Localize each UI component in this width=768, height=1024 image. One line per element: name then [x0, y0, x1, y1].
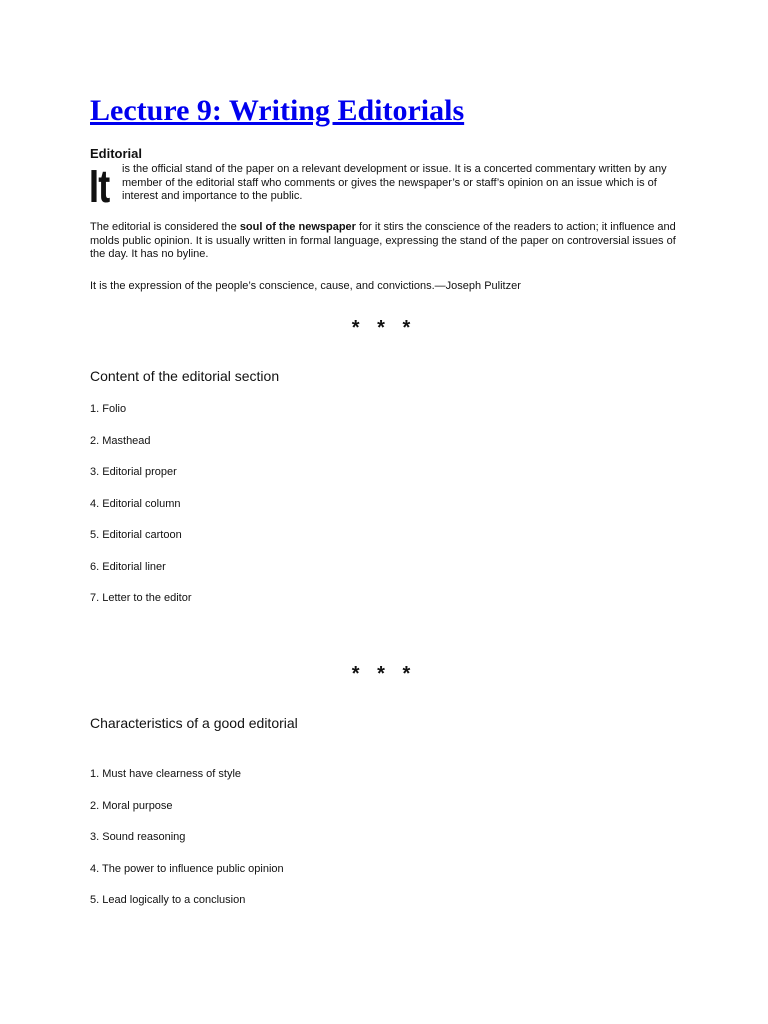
drop-cap: It	[89, 160, 110, 212]
section-separator: * * *	[351, 317, 417, 339]
page-title-link[interactable]: Lecture 9: Writing Editorials	[90, 94, 465, 127]
list-item: 5. Lead logically to a conclusion	[90, 894, 246, 906]
list-item: 3. Editorial proper	[90, 466, 177, 478]
characteristics-list	[90, 767, 284, 925]
list-item: 3. Sound reasoning	[90, 831, 186, 843]
description-emphasis: soul of the newspaper	[239, 221, 356, 233]
pulitzer-quote: It is the expression of the people’s conscience, cause, and convictions.—Joseph Pulitzer	[90, 280, 521, 292]
content-section-heading: Content of the editorial section	[90, 368, 280, 384]
list-item: 7. Letter to the editor	[90, 592, 192, 604]
description-text-end: for it stirs the conscience of the readers to action; it influence and molds public opinion. It is usually written in formal language, expressing the stand of the paper on controversial issues of the day. It has no byline.	[90, 221, 676, 260]
list-item: 4. The power to influence public opinion	[90, 862, 284, 875]
editorial-description	[90, 221, 680, 262]
content-list	[90, 402, 192, 623]
characteristics-section-heading: Characteristics of a good editorial	[90, 715, 298, 731]
list-item: 2. Masthead	[90, 434, 151, 447]
list-item: 4. Editorial column	[90, 497, 181, 510]
list-item: 5. Editorial cartoon	[90, 529, 182, 541]
list-item: 1. Must have clearness of style	[90, 768, 242, 780]
list-item: 1. Folio	[90, 403, 127, 415]
list-item: 6. Editorial liner	[90, 560, 166, 573]
list-item: 2. Moral purpose	[90, 799, 173, 812]
description-text-start: The editorial is considered the	[90, 221, 240, 233]
editorial-heading: Editorial	[90, 146, 143, 161]
section-separator: * * *	[351, 663, 417, 685]
editorial-definition: is the official stand of the paper on a relevant development or issue. It is a concerted commentary written by any member of the editorial staff who comments or gives the newspaper’s or staff’s opinion on an issue which is of interest and importance to the public.	[122, 163, 667, 202]
